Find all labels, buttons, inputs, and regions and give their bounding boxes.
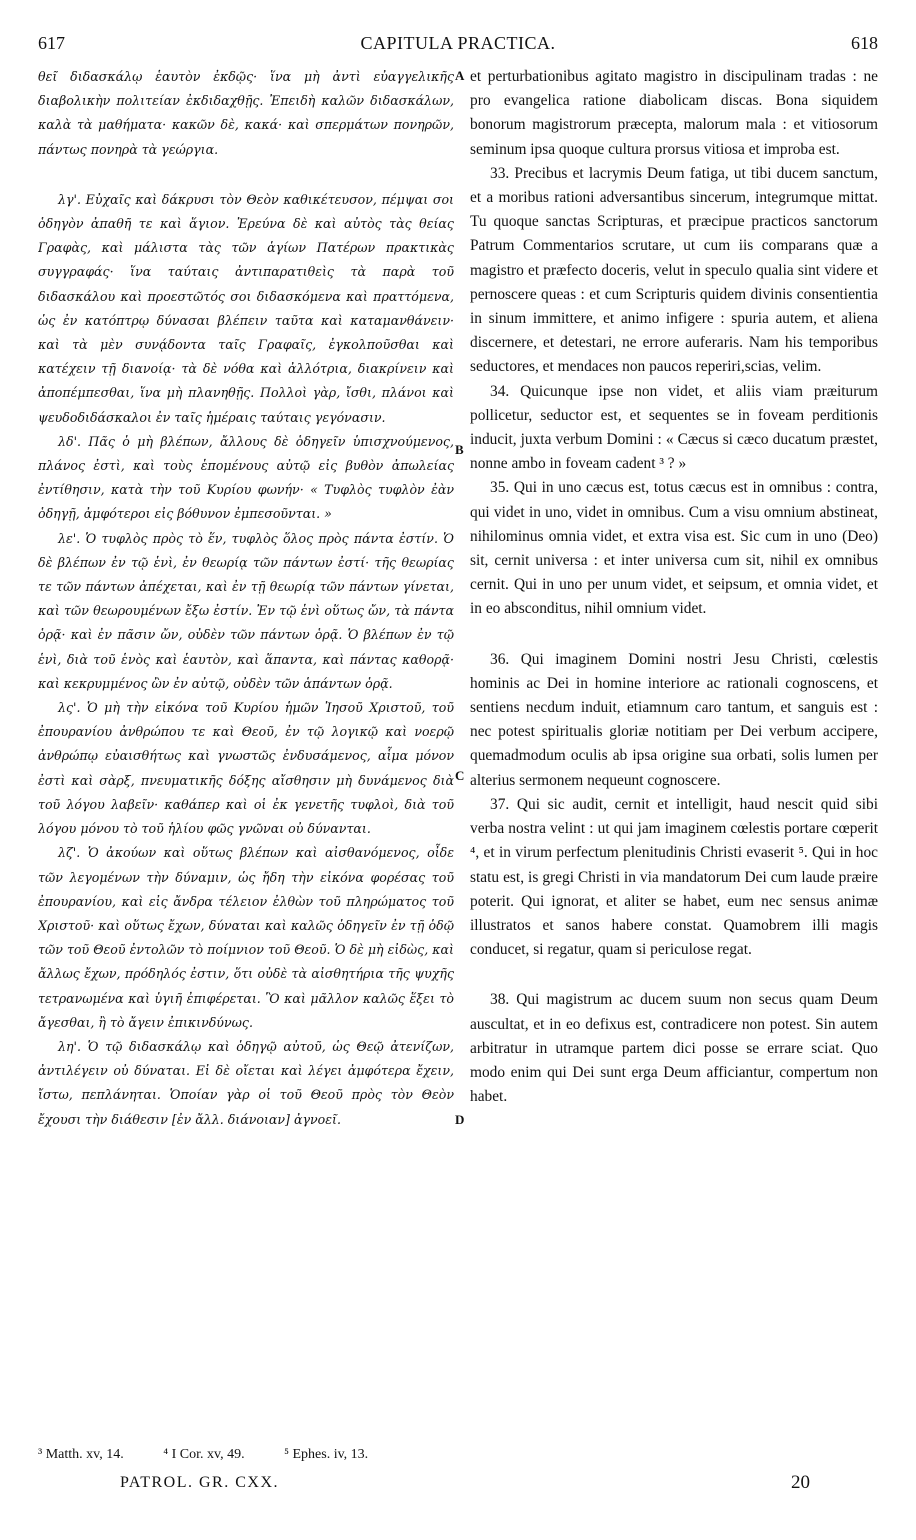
page-number-left: 617: [38, 33, 65, 53]
series-label: PATROL. GR. CXX.: [120, 1474, 279, 1491]
page-header: [38, 33, 878, 61]
latin-chapter-37: 37. Qui sic audit, cernit et intelligit, haud nescit quid sibi verba nostra velint : ut qui jam imaginem cœlestis portare cœperit ⁴, et in virum perfectum plenitudinis Christi evaserit ⁵. Qui in hoc statu est, is gregi Christi in via mandatorum Dei cum laude præire poterit. Qui ignorat, et aliter se habet, eum nec sensus animæ illustratos et sanos habere constat. Quamobrem illi magis conducet, si regatur, quam si periculose regat.: [470, 795, 878, 959]
footnote-3: ³ Matth. xv, 14.: [38, 1447, 124, 1462]
latin-chapter-34: 34. Quicunque ipse non videt, et aliis viam præiturum pollicetur, seductor est, et sequentes se in foveam perditionis inducit, juxta verbum Domini : « Cæcus si cæco ducatum præstet, nonne ambo in foveam cadent ³ ? »: [470, 382, 878, 473]
latin-paragraph-cont: et perturbationibus agitato magistro in discipulinam tradas : ne pro evangelica ratione diabolicam discas. Bona siquidem bonorum magistrorum præcepta, malorum mala : et vitiosorum seminum ipsa quoque cultura prorsus vitiosa et improba est.: [470, 68, 878, 158]
greek-chapter-38: λη'. Ὁ τῷ διδασκάλῳ καὶ ὁδηγῷ αὐτοῦ, ὡς Θεῷ ἀτενίζων, ἀντιλέγειν οὐ δύναται. Εἰ δὲ οἴεται καὶ λέγει ἀμφότερα ἔχειν, ἴστω, πεπλάνηται. Ὁποίαν γὰρ οἱ τοῦ Θεοῦ πρὸς τὸν Θεὸν ἔχουσι τὴν διάθεσιν [ἐν ἄλλ. διάνοιαν] ἀγνοεῖ.: [38, 1038, 454, 1127]
page-number-right: 618: [851, 33, 878, 53]
latin-chapter-35: 35. Qui in uno cæcus est, totus cæcus est in omnibus : contra, qui videt in uno, videt in omnibus. Cum a visu omnium abstineat, nihilominus omnia videt, et extra visa est. Sic cum in uno (Deo) sit, cernit universa : et inter universa cum sit, nihil ex omnibus cernit. Qui in uno per unum videt, et seipsum, et omnia videt, et in eo absconditus, nihil omnium videt.: [470, 479, 878, 618]
greek-chapter-37: λζ'. Ὁ ἀκούων καὶ οὕτως βλέπων καὶ αἰσθανόμενος, οἶδε τῶν λεγομένων τὴν δύναμιν, ὡς ἤδη τὴν εἰκόνα φορέσας τοῦ ἐπουρανίου, καὶ εἰς ἄνδρα τέλειον ἐλθὼν τοῦ πληρώματος τοῦ Χριστοῦ· καὶ οὕτως ἔχων, δύναται καὶ καλῶς ὁδηγεῖν ἐν τῇ ὁδῷ τῶν τοῦ Θεοῦ ἐντολῶν τὸ ποίμνιον τοῦ Θεοῦ. Ὁ δὲ μὴ εἰδὼς, καὶ ἄλλως ἔχων, πρόδηλός ἐστιν, ὅτι οὐδὲ τὰ αἰσθητήρια τῆς ψυχῆς τετρανωμένα καὶ ὑγιῆ ἐπιφέρεται. Ὃ καὶ μᾶλλον καλῶς ἕξει τὸ ἄγεσθαι, ἢ τὸ ἄγειν ἐπικινδύνως.: [38, 845, 454, 1030]
latin-column: [470, 65, 878, 1109]
greek-chapter-35: λε'. Ὁ τυφλὸς πρὸς τὸ ἕν, τυφλὸς ὅλος πρὸς πάντα ἐστίν. Ὁ δὲ βλέπων ἐν τῷ ἑνὶ, ἐν θεωρίᾳ τῶν πάντων ἐστί· τῆς θεωρίας τε τῶν πάντων ἀπέχεται, καὶ ἐν τῇ θεωρίᾳ τῶν πάντων γίνεται, καὶ τῶν θεωρουμένων ἔξω ἐστίν. Ἐν τῷ ἑνὶ οὕτως ὤν, τὰ πάντα ὁρᾷ· καὶ ἐν πᾶσιν ὤν, οὐδὲν τῶν πάντων ὁρᾷ. Ὁ βλέπων ἐν τῷ ἑνὶ, διὰ τοῦ ἑνὸς καὶ ἑαυτὸν, καὶ ἅπαντα, καὶ πάντας καθορᾷ· καὶ κεκρυμμένος ὢν ἐν αὐτῷ, οὐδὲν τῶν ἁπάντων ὁρᾷ.: [38, 530, 454, 691]
latin-chapter-33: 33. Precibus et lacrymis Deum fatiga, ut tibi ducem sanctum, et a moribus rationi adversantibus sincerum, integrumque mittat. Tu quoque sanctas Scripturas, et præcipue practicos sanctorum Patrum Commentarios scrutare, ut cum iis comparans quæ a magistro et præfecto doceris, velut in speculo qualia sint videre et pernoscere queas : et cum Scripturis quidem divinis consentientia in sinum immittere, et animo infigere : spuria autem, et aliena discernere, et detestari, ne errore auferaris. Nam his temporibus seductores, et mendaces non paucos reperiri,scias, velim.: [470, 164, 878, 376]
greek-paragraph-cont: θεῖ διδασκάλῳ ἑαυτὸν ἐκδῷς· ἵνα μὴ ἀντὶ εὐαγγελικῆς διαβολικὴν πολιτείαν ἐκδιδαχθῇς. Ἐπειδὴ καλῶν διδασκάλων, καλὰ τὰ μαθήματα· κακῶν δὲ, κακά· καὶ σπερμάτων πονηρῶν, πάντως πονηρὰ τὰ γεώργια.: [38, 69, 454, 157]
running-title: CAPITULA PRACTICA.: [360, 33, 556, 53]
margin-marker-b: B: [455, 442, 464, 457]
greek-chapter-34: λδ'. Πᾶς ὁ μὴ βλέπων, ἄλλους δὲ ὁδηγεῖν ὑπισχνούμενος, πλάνος ἐστὶ, καὶ τοὺς ἑπομένους αὐτῷ εἰς βυθὸν ἀπωλείας ἐντίθησιν, κατὰ τὴν τοῦ Κυρίου φωνήν· « Τυφλὸς τυφλὸν ἐὰν ὁδηγῇ, ἀμφότεροι εἰς βόθυνον ἐμπεσοῦνται. »: [38, 433, 454, 522]
margin-marker-d: D: [455, 1112, 465, 1127]
greek-chapter-33: λγ'. Εὐχαῖς καὶ δάκρυσι τὸν Θεὸν καθικέτευσον, πέμψαι σοι ὁδηγὸν ἀπαθῆ τε καὶ ἅγιον. Ἐρεύνα δὲ καὶ αὐτὸς τὰς θείας Γραφὰς, καὶ μάλιστα τὰς τῶν ἁγίων Πατέρων πρακτικὰς συγγραφάς· ἵνα ταύταις ἀντιπαρατιθεὶς τὰ παρὰ τοῦ διδασκάλου καὶ προεστῶτός σοι διδασκόμενα καὶ πραττόμενα, ὡς ἐν κατόπτρῳ δύνασαι βλέπειν ταῦτα καὶ καταμανθάνειν· καὶ τὰ μὲν συνᾴδοντα ταῖς Γραφαῖς, ἐγκολποῦσθαι καὶ κατέχειν τῇ διανοίᾳ· τὰ δὲ νόθα καὶ ἀλλότρια, διακρίνειν καὶ ἀποπέμπεσθαι, ἵνα μὴ πλανηθῇς. Πολλοὶ γὰρ, ἴσθι, πλάνοι καὶ ψευδοδιδάσκαλοι ἐν ταῖς ἡμέραις ταύταις γεγόνασιν.: [38, 191, 454, 425]
footnote-4: ⁴ I Cor. xv, 49.: [163, 1447, 245, 1462]
greek-chapter-36: λς'. Ὁ μὴ τὴν εἰκόνα τοῦ Κυρίου ἡμῶν Ἰησοῦ Χριστοῦ, τοῦ ἐπουρανίου ἀνθρώπου τε καὶ Θεοῦ, ἐν τῷ λογικῷ καὶ νοερῷ ἀνθρώπῳ εὐαισθήτως καὶ γνωστῶς ἐνδυσάμενος, αἷμα μόνον ἐστὶ καὶ σὰρξ, πνευματικῆς δόξης αἴσθησιν μὴ δυνάμενος διὰ τοῦ λόγου λαβεῖν· καθάπερ καὶ οἱ ἐκ γενετῆς τυφλοὶ, διὰ τοῦ λόγου μόνου τὸ τοῦ ἡλίου φῶς γνῶναι οὐ δύνανται.: [38, 700, 454, 837]
margin-marker-c: C: [455, 768, 465, 783]
footnotes: [38, 1447, 738, 1463]
greek-column: [38, 65, 454, 1132]
latin-chapter-38: 38. Qui magistrum ac ducem suum non secus quam Deum auscultat, et in eo defixus est, contradicere non potest. Sin autem arbitratur in utramque partem dici posse se errare sciat. Quo modo enim qui Dei sunt erga Deum afficiantur, compertum non habet.: [470, 991, 878, 1106]
latin-chapter-36: 36. Qui imaginem Domini nostri Jesu Christi, cœlestis hominis ac Dei in homine interiore ac rationali cognoscens, et sentiens necdum induit, etiamnum caro tantum, et sanguis est : nec potest spiritualis gloriæ notitiam per Dei verbum accipere, quemadmodum oculis ab ipsa origine sua orbati, solis lumen per alterius sermonem nequeunt cognoscere.: [470, 650, 878, 789]
margin-marker-a: A: [455, 68, 465, 83]
footnote-5: ⁵ Ephes. iv, 13.: [284, 1447, 369, 1462]
signature-mark: 20: [791, 1472, 810, 1493]
